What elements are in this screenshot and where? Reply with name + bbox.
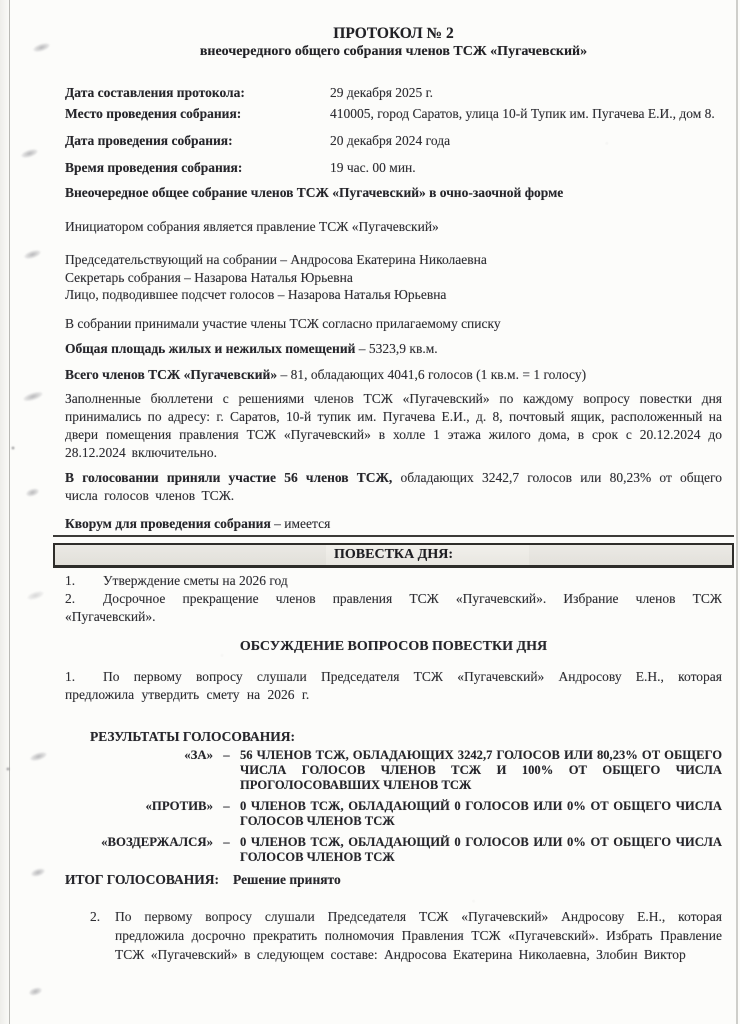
vote-row-za: [65, 748, 722, 793]
document-content: [65, 24, 722, 964]
results-header: РЕЗУЛЬТАТЫ ГОЛОСОВАНИЯ:: [90, 728, 296, 744]
agenda-item-number: 1.: [65, 572, 76, 588]
agenda-list: [65, 572, 722, 626]
page-edge-line-right: [736, 0, 738, 1024]
outcome-label: ИТОГ ГОЛОСОВАНИЯ:: [65, 871, 219, 887]
agenda-header: ПОВЕСТКА ДНЯ:: [334, 546, 453, 562]
discussion-header: ОБСУЖДЕНИЕ ВОПРОСОВ ПОВЕСТКИ ДНЯ: [239, 638, 548, 654]
turnout-rest: обладающих 3242,7 голосов или 80,23% от общего числа голосов членов ТСЖ.: [65, 470, 722, 503]
meta-value: 19 час. 00 мин.: [330, 160, 416, 175]
area-value: – 5323,9 кв.м.: [355, 341, 438, 356]
vote-text: 0 ЧЛЕНОВ ТСЖ, ОБЛАДАЮЩИЙ 0 ГОЛОСОВ ИЛИ 0% ОТ ОБЩЕГО ЧИСЛА ГОЛОСОВ ЧЛЕНОВ ТСЖ: [240, 798, 722, 828]
meta-value: 410005, город Саратов, улица 10-й Тупик им. Пугачева Е.И., дом 8.: [330, 106, 715, 121]
meta-label: Дата составления протокола:: [65, 85, 245, 100]
turnout-bold: В голосовании приняли участие 56 членов ТСЖ,: [65, 470, 393, 485]
agenda-item-text: Досрочное прекращение членов правления ТСЖ «Пугачевский». Избрание членов ТСЖ «Пугачевский».: [65, 590, 722, 624]
scan-smudge: [6, 767, 10, 771]
vote-text: 56 ЧЛЕНОВ ТСЖ, ОБЛАДАЮЩИХ 3242,7 ГОЛОСОВ ИЛИ 80,23% ОТ ОБЩЕГО ЧИСЛА ГОЛОСОВ ЧЛЕНОВ ТСЖ И 100% ОТ ОБЩЕГО ЧИСЛА ПРОГОЛОСОВАВШИХ ЧЛЕНОВ ТСЖ: [240, 747, 722, 792]
agenda-item: [65, 590, 722, 626]
quorum-line: [65, 515, 722, 533]
meta-label: Дата проведения собрания:: [65, 133, 233, 148]
official-line-counter: Лицо, подводившее подсчет голосов – Назарова Наталья Юрьевна: [65, 287, 447, 302]
official-line-secretary: Секретарь собрания – Назарова Наталья Юрьевна: [65, 269, 353, 285]
meta-label: Место проведения собрания:: [65, 106, 242, 121]
meta-row: [65, 157, 722, 178]
scan-smudge: [25, 487, 40, 498]
area-label: Общая площадь жилых и нежилых помещений: [65, 341, 356, 356]
area-line: [65, 340, 722, 358]
agenda-top-rule: [53, 535, 734, 537]
vote-row-protiv: [65, 799, 722, 829]
vote-dash: –: [223, 747, 230, 762]
turnout-paragraph: [65, 469, 722, 505]
agenda-item: [65, 572, 722, 590]
scan-smudge: [26, 590, 44, 602]
agenda-header-box: [53, 543, 734, 568]
scan-smudge: [22, 390, 43, 403]
scan-edge-shading: [0, 0, 9, 1024]
scan-smudge: [28, 986, 43, 997]
page-edge-line-left: [9, 0, 10, 1024]
meta-value: 29 декабря 2025 г.: [330, 85, 434, 100]
scan-smudge: [32, 42, 50, 54]
page-subtitle: внеочередного общего собрания членов ТСЖ «Пугачевский»: [199, 44, 588, 59]
meta-row: [65, 82, 722, 103]
agenda-item-text: Утверждение сметы на 2026 год: [103, 572, 288, 588]
quorum-value: – имеется: [270, 516, 331, 531]
official-line-chair: Председательствующий на собрании – Андросова Екатерина Николаевна: [65, 252, 487, 267]
discussion-item-text: По первому вопросу слушали Председателя ТСЖ «Пугачевский» Андросову Е.Н., которая предложила утвердить смету на 2026 г.: [65, 668, 722, 702]
discussion-item-2: [65, 907, 722, 964]
scan-smudge: [23, 249, 41, 261]
quorum-label: Кворум для проведения собрания: [65, 516, 271, 531]
discussion-item-number: 2.: [90, 908, 101, 924]
meta-value: 20 декабря 2024 года: [330, 133, 451, 148]
meta-block: [65, 82, 722, 178]
discussion-item-1: [65, 668, 722, 704]
vote-row-vozderzhalsya: [65, 835, 722, 865]
vote-results: [65, 748, 722, 865]
officials-block: [65, 251, 722, 304]
outcome-line: [65, 871, 722, 889]
vote-dash: –: [223, 834, 230, 849]
scan-smudge: [11, 446, 15, 450]
members-line: [65, 366, 722, 384]
meta-row: [65, 103, 722, 124]
members-label: Всего членов ТСЖ «Пугачевский»: [65, 366, 278, 382]
members-value: – 81, обладающих 4041,6 голосов (1 кв.м. = 1 голосу): [277, 366, 587, 382]
scan-smudge: [20, 148, 38, 160]
discussion-item-text: По первому вопросу слушали Председателя ТСЖ «Пугачевский» Андросову Е.Н., которая предложила досрочно прекратить полномочия Правления ТСЖ «Пугачевский». Избрать Правление ТСЖ «Пугачевский» в следующем составе: Андросова Екатерина Николаевна, Злобин Виктор: [115, 908, 722, 962]
page-title: ПРОТОКОЛ № 2: [333, 25, 454, 42]
discussion-item-number: 1.: [65, 668, 76, 684]
initiator-line: Инициатором собрания является правление ТСЖ «Пугачевский»: [65, 219, 439, 234]
agenda-item-number: 2.: [65, 590, 76, 606]
vote-option: «ЗА»: [184, 747, 213, 762]
ballots-paragraph: Заполненные бюллетени с решениями членов ТСЖ «Пугачевский» по каждому вопросу повестки дня принимались по адресу: г. Саратов, 10-й тупик им. Пугачева Е.И., д. 8, почтовый ящик, расположенный на двери помещения правления ТСЖ «Пугачевский» в холле 1 этажа жилого дома, в срок с 20.12.2024 до 28.12.2024 включительно.: [65, 391, 722, 460]
vote-text: 0 ЧЛЕНОВ ТСЖ, ОБЛАДАЮЩИЙ 0 ГОЛОСОВ ИЛИ 0% ОТ ОБЩЕГО ЧИСЛА ГОЛОСОВ ЧЛЕНОВ ТСЖ: [240, 834, 722, 864]
meeting-form-line: Внеочередное общее собрание членов ТСЖ «Пугачевский» в очно-заочной форме: [65, 185, 564, 200]
outcome-value: Решение принято: [233, 871, 341, 887]
scan-smudge: [30, 867, 45, 878]
participation-line: В собрании принимали участие члены ТСЖ согласно прилагаемому списку: [65, 315, 501, 331]
vote-dash: –: [223, 798, 230, 813]
vote-option: «ПРОТИВ»: [145, 798, 213, 813]
vote-option: «ВОЗДЕРЖАЛСЯ»: [101, 834, 213, 849]
meta-row: [65, 130, 722, 151]
scan-smudge: [29, 751, 47, 763]
meta-label: Время проведения собрания:: [65, 160, 243, 175]
